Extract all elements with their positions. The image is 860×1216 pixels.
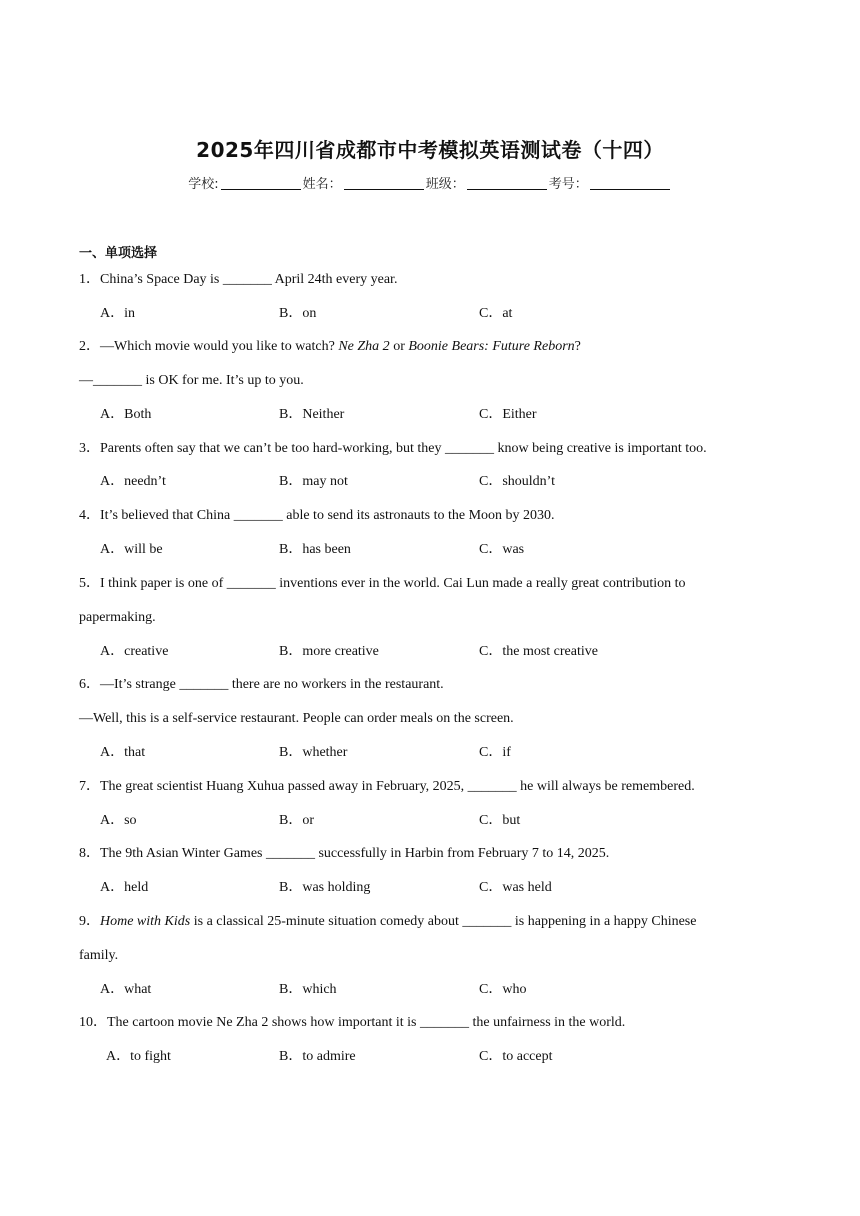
question-2-stem-post: ? [574,339,581,354]
question-8-option-a: A．held [100,880,149,895]
question-6-option-c: C．if [479,745,511,760]
class-label: 班级： [425,177,465,192]
name-blank[interactable] [344,175,424,190]
question-4-stem: 4．It’s believed that China _______ able to send its astronauts to the Moon by 2030. [79,508,555,523]
question-3-option-c: C．shouldn’t [479,474,555,489]
school-label: 学校: [188,177,219,192]
question-6-option-a: A．that [100,745,146,760]
question-9-option-b: B．which [279,982,337,997]
question-7-option-c: C．but [479,813,521,828]
question-2-option-c: C．Either [479,407,537,422]
question-10-option-a: A．to fight [106,1049,171,1064]
question-3-option-a: A．needn’t [100,474,166,489]
question-9-show-title: Home with Kids [100,914,191,929]
question-5-stem: 5．I think paper is one of _______ inventions ever in the world. Cai Lun made a really great contribution to [79,576,686,591]
question-9-option-a: A．what [100,982,152,997]
question-6-stem-line-2: —Well, this is a self-service restaurant. People can order meals on the screen. [79,711,514,726]
question-1-option-a: A．in [100,306,135,321]
question-5-option-a: A．creative [100,644,169,659]
question-5-stem-line-2: papermaking. [79,610,156,625]
question-3-stem: 3．Parents often say that we can’t be too hard-working, but they _______ know being creative is important too. [79,441,707,456]
question-8-option-c: C．was held [479,880,552,895]
question-1-option-c: C．at [479,306,513,321]
school-blank[interactable] [221,175,301,190]
question-2-movie-2: Boonie Bears: Future Reborn [408,339,575,354]
question-8-stem: 8．The 9th Asian Winter Games _______ successfully in Harbin from February 7 to 14, 2025. [79,846,610,861]
question-3-option-b: B．may not [279,474,348,489]
question-4-option-c: C．was [479,542,525,557]
question-4-option-a: A．will be [100,542,163,557]
class-blank[interactable] [467,175,547,190]
section-title: 一、单项选择 [79,246,158,261]
question-9-stem-post: is a classical 25-minute situation comedy about _______ is happening in a happy Chinese [190,914,697,929]
question-2-option-a: A．Both [100,407,152,422]
question-2-option-b: B．Neither [279,407,345,422]
number-blank[interactable] [590,175,670,190]
question-2-stem-line-2: —_______ is OK for me. It’s up to you. [79,373,304,388]
question-9-option-c: C．who [479,982,527,997]
question-5-option-b: B．more creative [279,644,379,659]
question-1-stem: 1．China’s Space Day is _______ April 24th every year. [79,272,398,287]
question-6-stem: 6．—It’s strange _______ there are no workers in the restaurant. [79,677,444,692]
question-2-movie-1: Ne Zha 2 [338,339,390,354]
question-2-stem-pre: 2．—Which movie would you like to watch? [79,339,339,354]
question-10-option-b: B．to admire [279,1049,356,1064]
question-2-stem [79,338,581,356]
student-info-line [0,173,860,192]
question-7-option-a: A．so [100,813,137,828]
question-5-option-c: C．the most creative [479,644,598,659]
question-9-stem-line-2: family. [79,948,119,963]
question-9-stem-pre: 9． [79,914,100,929]
question-6-option-b: B．whether [279,745,348,760]
name-label: 姓名： [302,177,342,192]
question-7-option-b: B．or [279,813,314,828]
number-label: 考号： [548,177,588,192]
question-2-stem-mid: or [389,339,409,354]
page-title: 2025年四川省成都市中考模拟英语测试卷（十四） [196,138,664,162]
question-10-stem: 10．The cartoon movie Ne Zha 2 shows how important it is _______ the unfairness in the world. [79,1015,626,1030]
question-1-option-b: B．on [279,306,317,321]
question-10-option-c: C．to accept [479,1049,553,1064]
question-9-stem [79,913,696,931]
question-4-option-b: B．has been [279,542,351,557]
question-7-stem: 7．The great scientist Huang Xuhua passed away in February, 2025, _______ he will always be remembered. [79,779,695,794]
question-8-option-b: B．was holding [279,880,371,895]
